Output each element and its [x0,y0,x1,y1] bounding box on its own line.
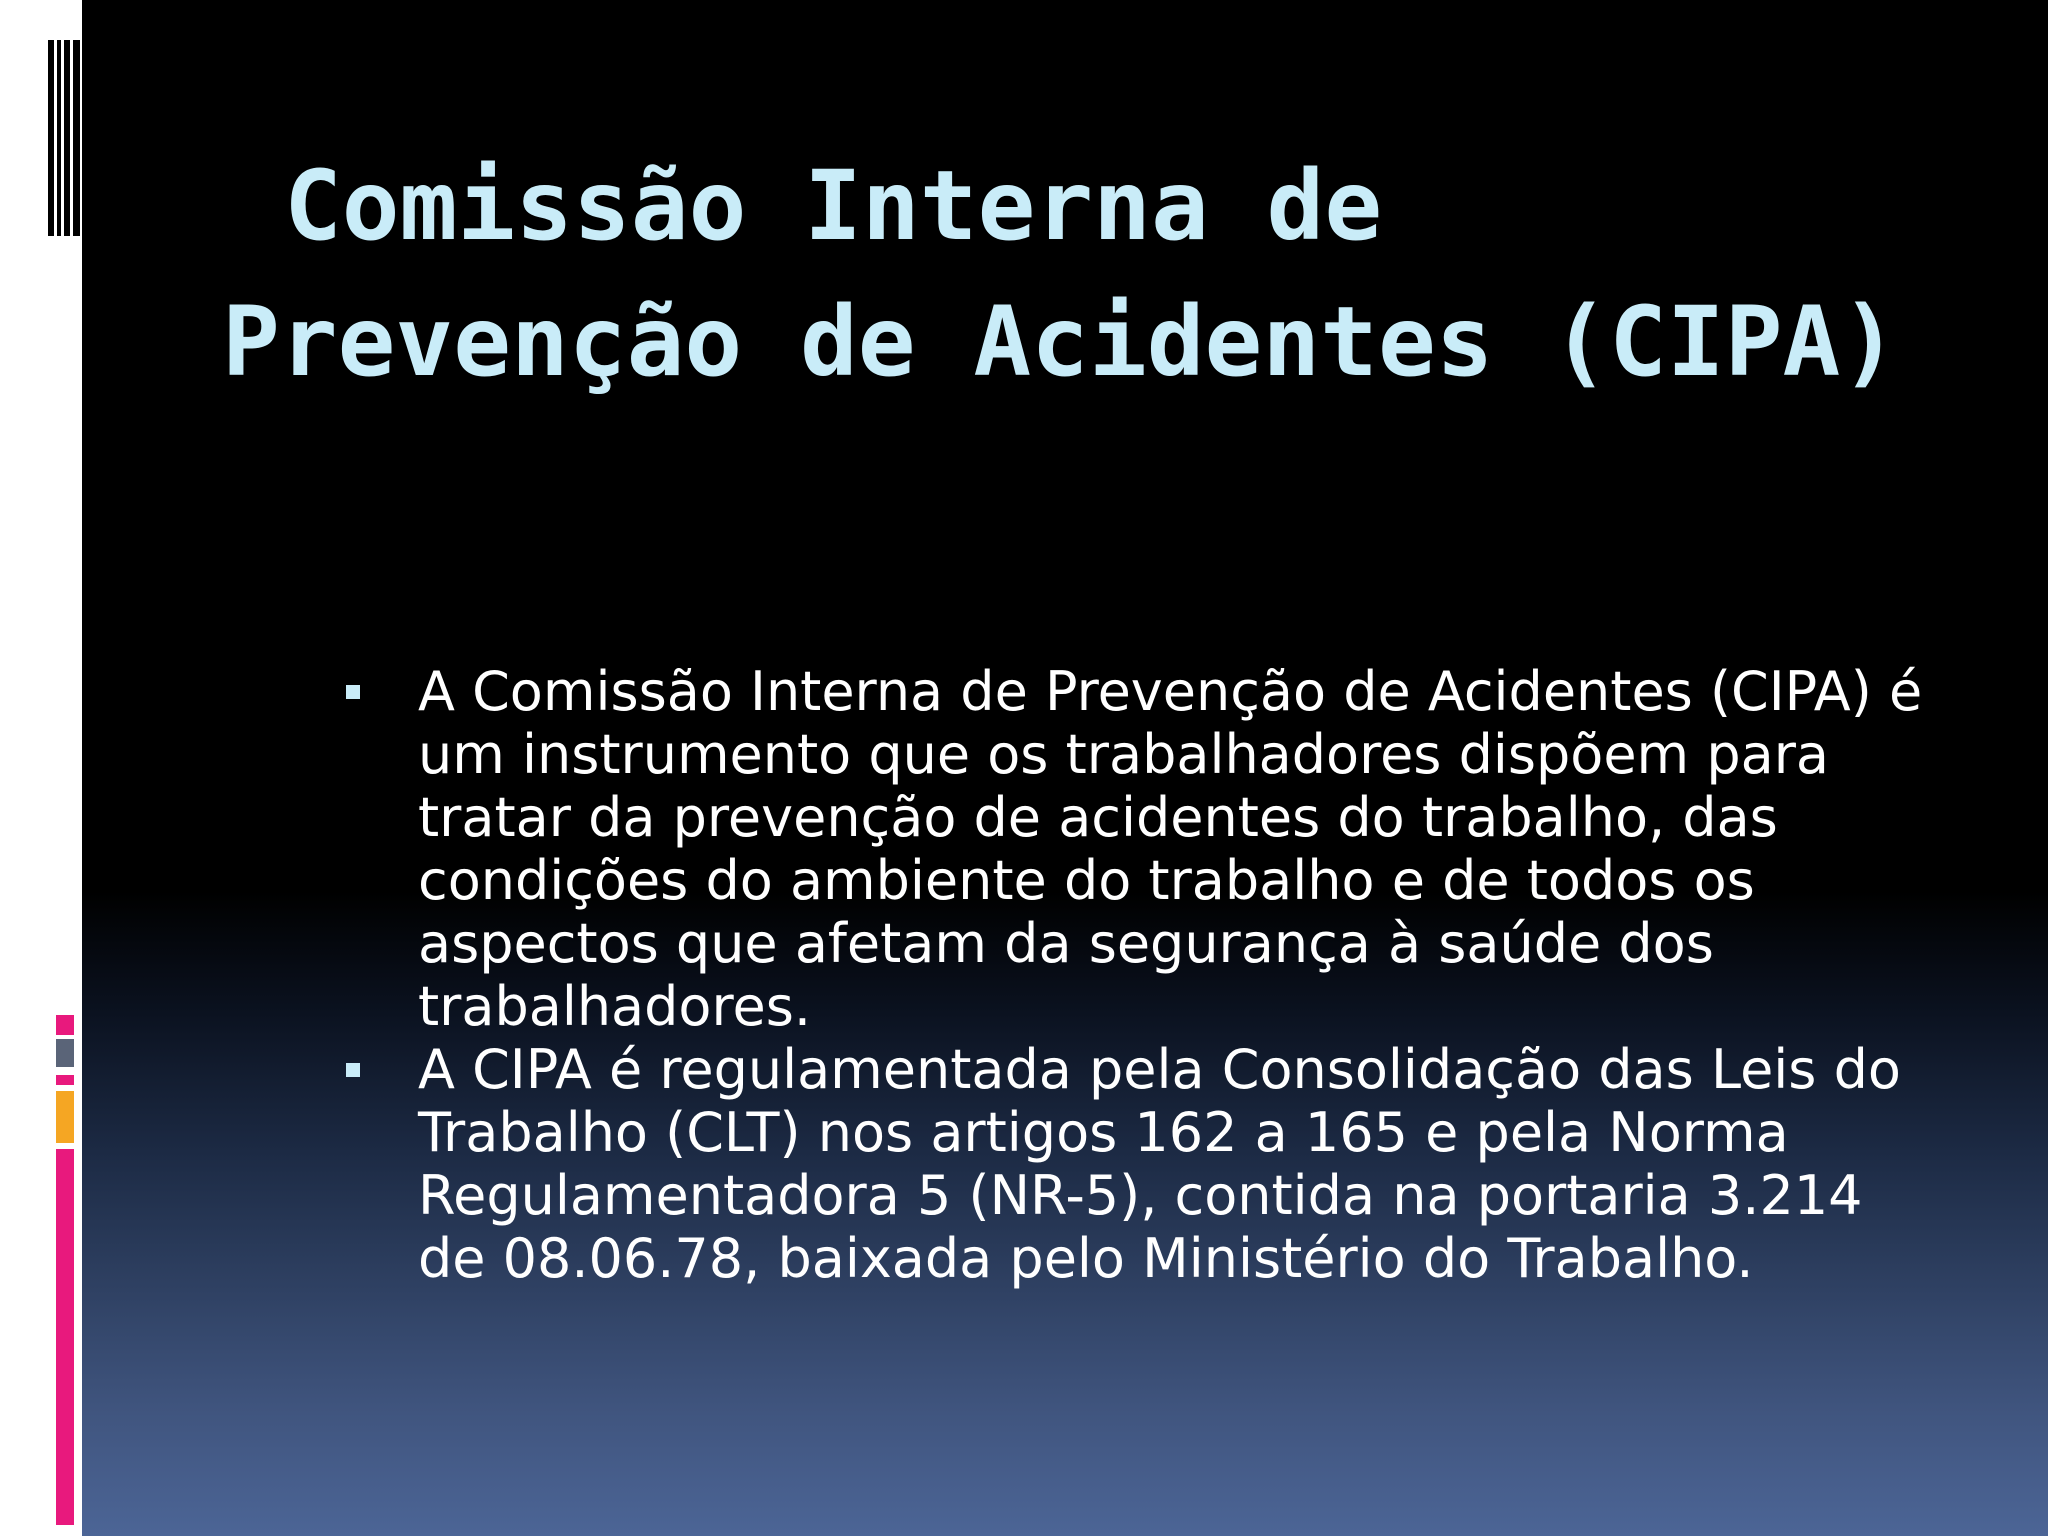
left-decorative-strip [0,0,82,1536]
square-bullet-icon [346,685,360,699]
bullet-list [342,660,1942,1290]
bullet-item [342,660,1942,1038]
title-line-2: Prevenção de Acidentes (CIPA) [222,286,1899,398]
bullet-item [342,1038,1942,1290]
decorative-stripes-top [48,40,80,236]
slide-title [222,138,2022,410]
square-bullet-icon [346,1063,360,1077]
bullet-text: A CIPA é regulamentada pela Consolidação das Leis do Trabalho (CLT) nos artigos 162 a 165 e pela Norma Regulamentadora 5 (NR-5), contida na portaria 3.214 de 08.06.78, baixada pelo Ministério do Trabalho. [418,1038,1901,1290]
decorative-color-bars [56,1015,76,1510]
bullet-text: A Comissão Interna de Prevenção de Acidentes (CIPA) é um instrumento que os trabalhadores dispõem para tratar da prevenção de acidentes do trabalho, das condições do ambiente do trabalho e de todos os aspectos que afetam da segurança à saúde dos trabalhadores. [418,660,1923,1038]
title-line-1: Comissão Interna de [284,150,1383,262]
